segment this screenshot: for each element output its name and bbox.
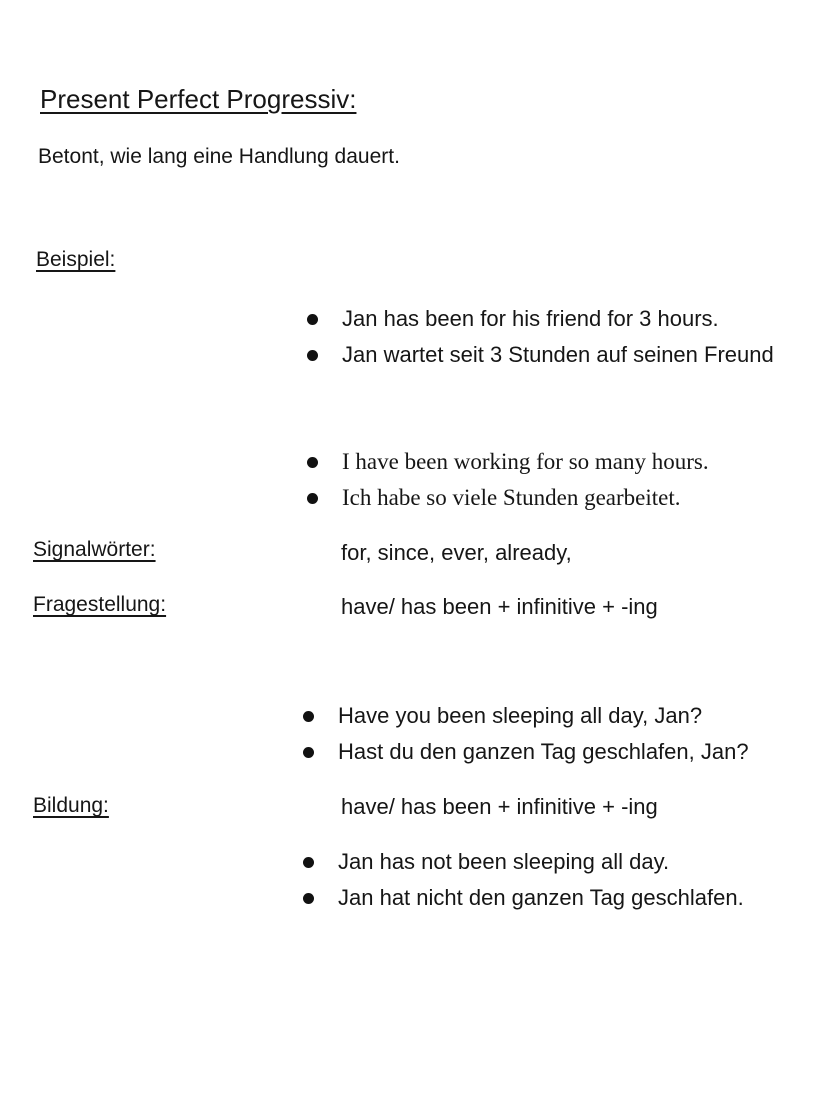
list-item [303, 885, 744, 911]
list-item [303, 703, 702, 729]
fragestellung-value: have/ has been + infinitive + -ing [341, 594, 658, 619]
fragestellung-label: Fragestellung: [33, 593, 167, 616]
bildung-value: have/ has been + infinitive + -ing [341, 794, 658, 819]
page-subtitle: Betont, wie lang eine Handlung dauert. [38, 145, 400, 168]
page-title: Present Perfect Progressiv: [40, 84, 357, 114]
bullet-icon [307, 350, 318, 361]
bildung-label: Bildung: [33, 794, 109, 817]
example-text: Ich habe so viele Stunden gearbeitet. [342, 485, 681, 510]
example-text: I have been working for so many hours. [342, 449, 709, 474]
bullet-icon [307, 457, 318, 468]
list-item [307, 485, 681, 511]
signalwoerter-value: for, since, ever, already, [341, 540, 572, 565]
example-text: Jan wartet seit 3 Stunden auf seinen Freund [342, 342, 774, 367]
example-text: Jan has not been sleeping all day. [338, 849, 670, 874]
beispiel-label: Beispiel: [36, 248, 116, 271]
bullet-icon [307, 493, 318, 504]
list-item [303, 849, 669, 875]
example-text: Jan has been for his friend for 3 hours. [342, 306, 719, 331]
list-item [307, 449, 709, 475]
example-text: Hast du den ganzen Tag geschlafen, Jan? [338, 739, 749, 764]
bullet-icon [303, 711, 314, 722]
example-text: Jan hat nicht den ganzen Tag geschlafen. [338, 885, 744, 910]
example-text: Have you been sleeping all day, Jan? [338, 703, 703, 728]
bullet-icon [303, 747, 314, 758]
bullet-icon [303, 893, 314, 904]
list-item [307, 342, 774, 368]
list-item [303, 739, 749, 765]
bullet-icon [303, 857, 314, 868]
list-item [307, 306, 719, 332]
bullet-icon [307, 314, 318, 325]
signalwoerter-label: Signalwörter: [33, 538, 156, 561]
